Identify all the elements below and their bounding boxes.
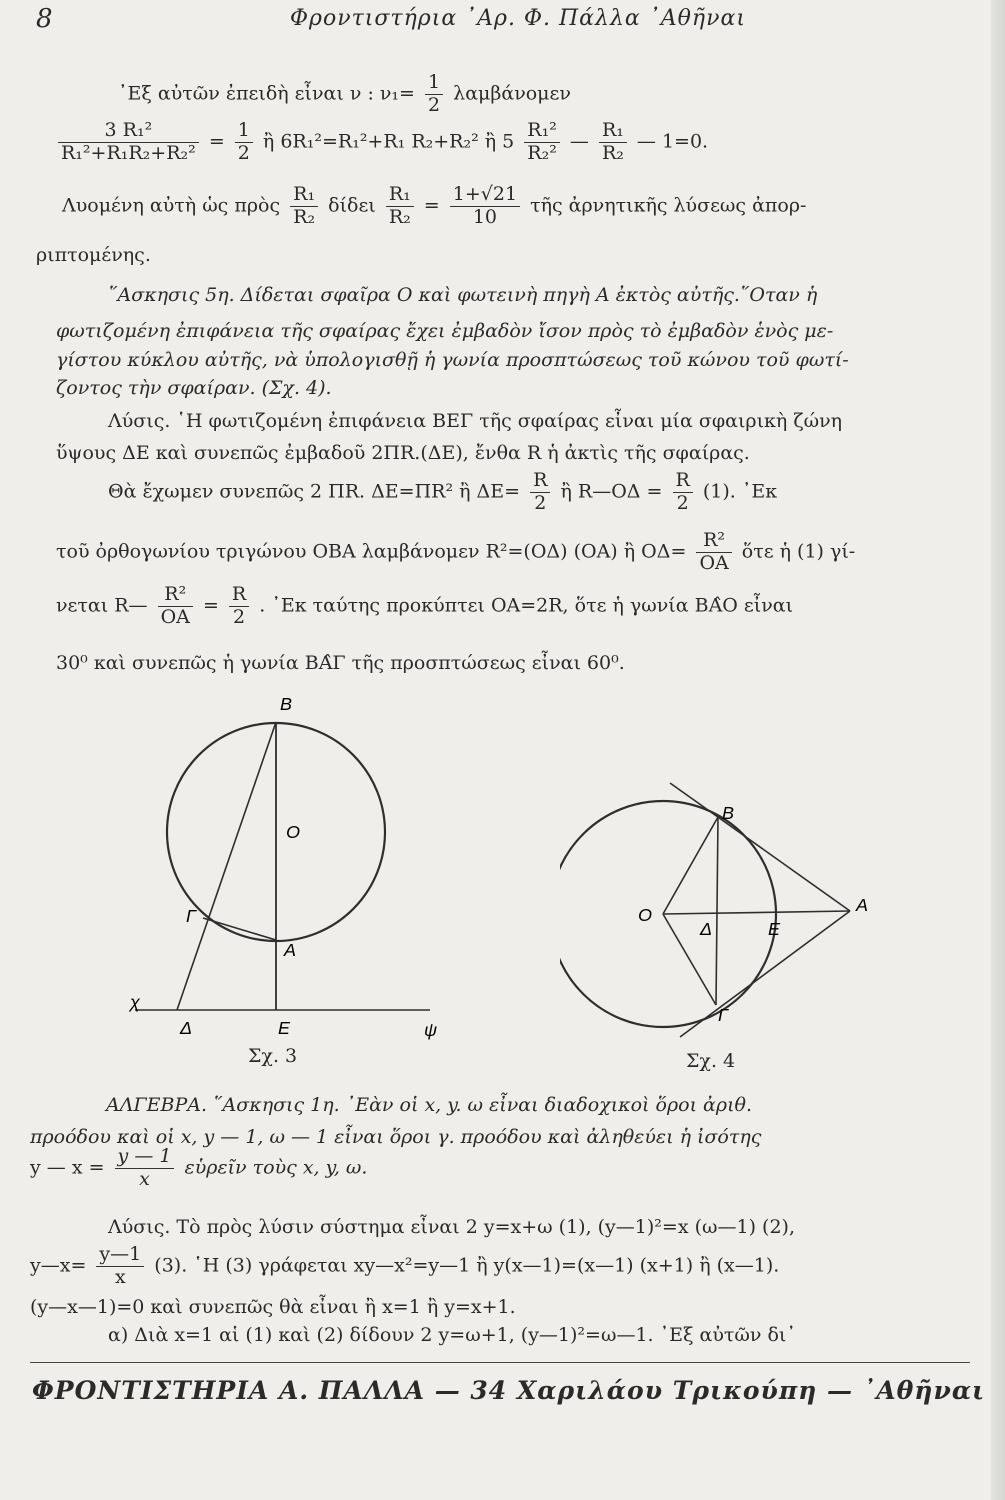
fig4-label-g: Γ xyxy=(718,1005,729,1025)
figure-4-caption: Σχ. 4 xyxy=(686,1050,736,1072)
frac-den: R₂ xyxy=(388,205,411,228)
fraction xyxy=(524,120,560,165)
solution-5-line: 30⁰ καὶ συνεπῶς ἡ γωνία ΒΑ̂Γ τῆς προσπτώσεως εἶναι 60⁰. xyxy=(56,652,625,674)
fraction xyxy=(235,120,253,165)
derivation-text: Λυομένη αὐτὴ ὡς πρὸς xyxy=(62,194,281,217)
frac-den: R₂² xyxy=(527,141,557,164)
fig4-radius-ob xyxy=(663,817,718,914)
frac-num: y — 1 xyxy=(115,1146,175,1169)
derivation-line-3 xyxy=(62,184,806,229)
fig3-label-e: Ε xyxy=(278,1018,291,1038)
frac-den: R₁²+R₁R₂+R₂² xyxy=(61,141,196,164)
fig4-label-d: Δ xyxy=(700,919,713,939)
page-edge-shadow xyxy=(991,0,1005,1500)
fig3-label-a: Α xyxy=(284,940,297,960)
algebra-solution-line: (y—x—1)=0 καὶ συνεπῶς θὰ εἶναι ἢ x=1 ἢ y=x+1. xyxy=(30,1296,516,1318)
page-header-title: Φροντιστήρια ᾿Αρ. Φ. Πάλλα ᾿Αθῆναι xyxy=(290,6,746,31)
derivation-line-4: ριπτομένης. xyxy=(36,244,151,266)
fraction xyxy=(673,470,693,515)
solution-text: Θὰ ἔχωμεν συνεπῶς 2 ΠR. ΔΕ=ΠR² ἢ ΔΕ= xyxy=(108,480,521,503)
frac-den: 10 xyxy=(472,205,497,228)
equals-sign: = xyxy=(423,194,440,217)
fig3-tangent-line xyxy=(177,722,276,1010)
fig3-label-g: Γ xyxy=(186,906,197,926)
fig3-label-x: χ xyxy=(130,992,140,1012)
fraction xyxy=(386,184,414,229)
equals-sign: = xyxy=(208,130,225,153)
frac-num: R₁ xyxy=(290,184,318,207)
frac-num: 1 xyxy=(235,120,253,143)
fraction xyxy=(599,120,627,165)
fig3-label-o: Ο xyxy=(286,822,301,842)
algebra-text: y—x= xyxy=(30,1254,87,1277)
frac-den: x xyxy=(114,1265,126,1288)
fraction xyxy=(115,1146,175,1191)
exercise-5-line: γίστου κύκλου αὐτῆς, νὰ ὑπολογισθῇ ἡ γωνία προσπτώσεως τοῦ κώνου τοῦ φωτί- xyxy=(56,349,849,371)
algebra-text: εὑρεῖν τοὺς x, y, ω. xyxy=(184,1156,368,1179)
exercise-5-line: ῞Ασκησις 5η. Δίδεται σφαῖρα Ο καὶ φωτεινὴ πηγὴ Α ἐκτὸς αὐτῆς.῞Οταν ἡ xyxy=(108,284,818,306)
exercise-5-line: ζοντος τὴν σφαίραν. (Σχ. 4). xyxy=(56,377,332,399)
exercise-5-line: φωτιζομένη ἐπιφάνεια τῆς σφαίρας ἔχει ἐμβαδὸν ἴσον πρὸς τὸ ἐμβαδὸν ἑνὸς με- xyxy=(56,320,834,342)
frac-num: R xyxy=(530,470,550,493)
fraction xyxy=(530,470,550,515)
fig3-label-b: Β xyxy=(280,694,293,714)
solution-text: νεται R— xyxy=(56,594,148,617)
frac-den: 2 xyxy=(676,491,689,514)
frac-den: 2 xyxy=(233,605,246,628)
fig4-chord-bg xyxy=(716,817,718,1005)
algebra-text: y — x = xyxy=(30,1156,105,1179)
frac-num: R² xyxy=(696,530,731,553)
derivation-text: — 1=0. xyxy=(636,130,709,153)
solution-text: ὅτε ἡ (1) γί- xyxy=(741,540,856,563)
algebra-solution-line xyxy=(30,1244,779,1289)
frac-num: 1+√21 xyxy=(450,184,520,207)
footer-text: ΦΡΟΝΤΙΣΤΗΡΙΑ Α. ΠΑΛΛΑ — 34 Χαριλάου Τρικούπη — ᾿Αθῆναι xyxy=(32,1376,986,1405)
fig4-axis-oa xyxy=(663,911,850,914)
fig4-upper-tangent xyxy=(670,783,850,911)
derivation-text: ἢ 6R₁²=R₁²+R₁ R₂+R₂² ἢ 5 xyxy=(262,130,515,153)
fraction xyxy=(158,584,193,629)
derivation-equation xyxy=(54,120,708,165)
algebra-exercise-line: προόδου καὶ οἱ x, y — 1, ω — 1 εἶναι ὅροι γ. προόδου καὶ ἀληθεύει ἡ ἰσότης xyxy=(30,1126,762,1148)
fig3-chord xyxy=(203,918,276,940)
frac-num: R₁ xyxy=(599,120,627,143)
algebra-exercise-line: ΑΛΓΕΒΡΑ. ῞Ασκησις 1η. ᾿Εὰν οἱ x, y. ω εἶναι διαδοχικοὶ ὅροι ἀριθ. xyxy=(106,1094,752,1116)
footer-rule xyxy=(30,1362,970,1363)
fig4-label-b: Β xyxy=(722,803,735,823)
solution-5-line xyxy=(56,584,793,629)
fig3-label-psi: ψ xyxy=(424,1020,438,1040)
frac-num: R² xyxy=(158,584,193,607)
algebra-solution-line: α) Διὰ x=1 αἱ (1) καὶ (2) δίδουν 2 y=ω+1, (y—1)²=ω—1. ᾿Εξ αὐτῶν δι᾿ xyxy=(108,1324,796,1346)
fig4-label-a: Α xyxy=(856,895,869,915)
algebra-text: (3). ῾Η (3) γράφεται xy—x²=y—1 ἢ y(x—1)=(x—1) (x+1) ἢ (x—1). xyxy=(154,1254,780,1277)
frac-num: 3 R₁² xyxy=(58,120,199,143)
fraction xyxy=(96,1244,144,1289)
figure-3-diagram xyxy=(110,690,450,1040)
derivation-line-1 xyxy=(118,72,571,117)
fraction xyxy=(425,72,443,117)
frac-num: R xyxy=(229,584,249,607)
figure-3-caption: Σχ. 3 xyxy=(248,1045,298,1067)
derivation-text: ᾿Εξ αὐτῶν ἐπειδὴ εἶναι ν : ν₁= xyxy=(118,82,415,105)
frac-num: R xyxy=(673,470,693,493)
frac-num: y—1 xyxy=(96,1244,144,1267)
figure-4-diagram xyxy=(560,775,920,1055)
algebra-solution-line: Λύσις. Τὸ πρὸς λύσιν σύστημα εἶναι 2 y=x+ω (1), (y—1)²=x (ω—1) (2), xyxy=(108,1216,795,1238)
frac-num: 1 xyxy=(425,72,443,95)
equals-sign: = xyxy=(202,594,219,617)
frac-den: 2 xyxy=(237,141,250,164)
solution-text: (1). ᾿Εκ xyxy=(702,480,778,503)
fraction xyxy=(229,584,249,629)
frac-den: x xyxy=(139,1167,150,1190)
frac-num: R₁ xyxy=(386,184,414,207)
frac-den: R₂ xyxy=(601,141,624,164)
solution-text: . ᾿Εκ ταύτης προκύπτει ΟΑ=2R, ὅτε ἡ γωνία ΒΑ̂Ο εἶναι xyxy=(259,594,794,617)
solution-5-line xyxy=(56,530,855,575)
fig4-label-e: Ε xyxy=(768,919,781,939)
fraction xyxy=(696,530,731,575)
derivation-text: δίδει xyxy=(328,194,376,217)
frac-num: R₁² xyxy=(524,120,560,143)
solution-text: τοῦ ὀρθογωνίου τριγώνου ΟΒΑ λαμβάνομεν R²=(ΟΔ) (ΟΑ) ἢ ΟΔ= xyxy=(56,540,687,563)
frac-den: ΟΑ xyxy=(699,551,729,574)
fraction xyxy=(450,184,520,229)
derivation-text: λαμβάνομεν xyxy=(453,82,571,105)
frac-den: 2 xyxy=(428,93,441,116)
solution-5-line xyxy=(108,470,777,515)
frac-den: R₂ xyxy=(293,205,316,228)
solution-5-line: Λύσις. ῾Η φωτιζομένη ἐπιφάνεια ΒΕΓ τῆς σφαίρας εἶναι μία σφαιρικὴ ζώνη xyxy=(108,410,843,432)
fig4-label-o: Ο xyxy=(638,905,653,925)
algebra-exercise-line xyxy=(30,1146,367,1191)
fraction xyxy=(290,184,318,229)
solution-text: ἢ R—ΟΔ = xyxy=(560,480,663,503)
solution-5-line: ὕψους ΔΕ καὶ συνεπῶς ἐμβαδοῦ 2ΠR.(ΔΕ), ἔνθα R ἡ ἀκτὶς τῆς σφαίρας. xyxy=(56,442,750,464)
fraction xyxy=(58,120,199,165)
frac-den: 2 xyxy=(534,491,547,514)
page-number: 8 xyxy=(36,4,53,34)
fig3-label-d: Δ xyxy=(180,1018,193,1038)
minus-sign: — xyxy=(569,130,589,153)
derivation-text: τῆς ἀρνητικῆς λύσεως ἀπορ- xyxy=(530,194,807,217)
frac-den: ΟΑ xyxy=(160,605,190,628)
